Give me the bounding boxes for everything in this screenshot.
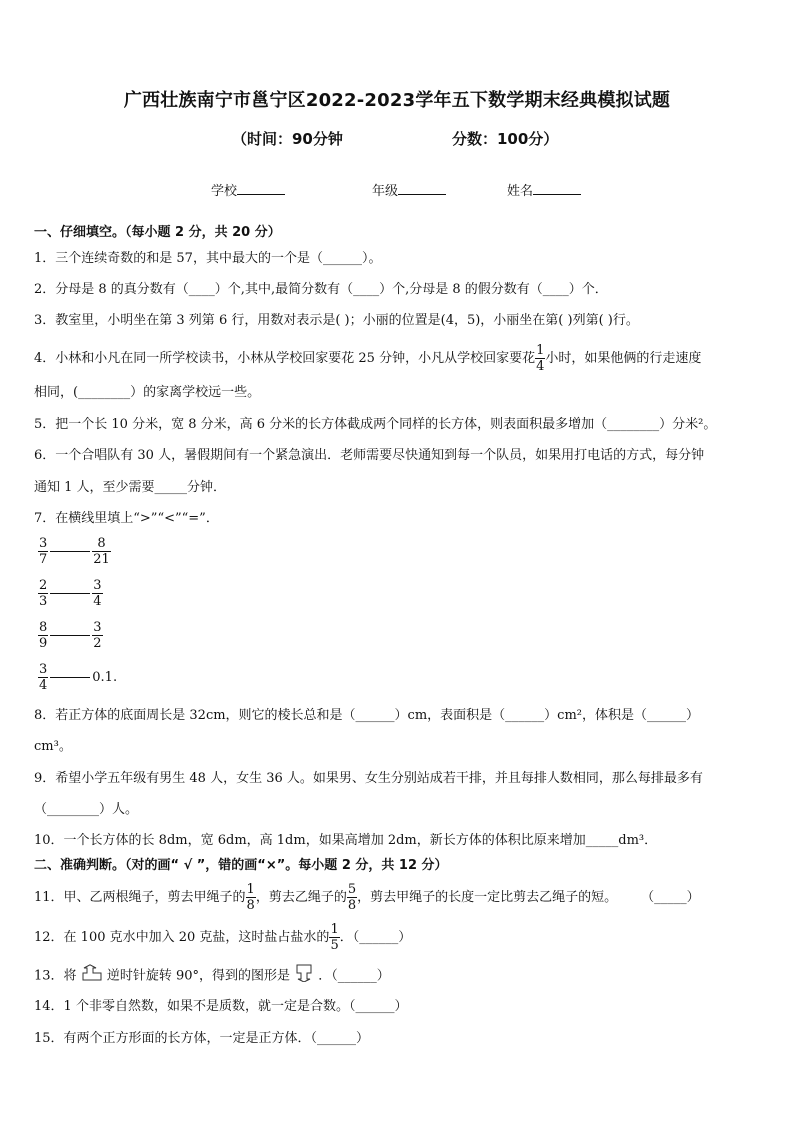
arrow-shape-original-icon [81,964,103,988]
decimal-value: 0.1. [92,670,118,685]
fraction-one-quarter: $\frac{1}{4}$ [536,343,545,374]
fraction-left: $\frac{2}{3}$ [39,578,48,609]
question-13-part3: ．（______） [318,968,390,984]
score-label: 分数：100分） [452,130,559,148]
question-11-part1: 11．甲、乙两根绳子，剪去甲绳子的 [34,890,246,905]
fraction-left: $\frac{3}{7}$ [39,536,48,567]
question-13 [34,964,390,988]
compare-row-4 [38,662,117,693]
question-8-line1: 8．若正方体的底面周长是 32cm，则它的棱长总和是（______）cm，表面积是（______）cm²，体积是（______） [34,708,699,723]
question-9-line2: （________）人。 [34,802,139,817]
fraction-five-eighths: $\frac{5}{8}$ [347,882,357,913]
question-6-line1: 6．一个合唱队有 30 人，暑假期间有一个紧急演出．老师需要尽快通知到每一个队员，如果用打电话的方式，每分钟 [34,448,705,463]
fraction-one-eighth: $\frac{1}{8}$ [246,882,255,913]
answer-blank[interactable] [50,593,90,594]
compare-row-3 [38,620,103,651]
school-blank[interactable] [237,182,285,195]
question-5: 5．把一个长 10 分米，宽 8 分米，高 6 分米的长方体截成两个同样的长方体，则表面积最多增加（________）分米²。 [34,417,717,432]
grade-field[interactable] [372,180,446,199]
school-label: 学校 [211,184,238,199]
question-10: 10．一个长方体的长 8dm，宽 6dm，高 1dm，如果高增加 2dm，新长方体的体积比原来增加_____dm³． [34,833,658,848]
question-4-line2: 相同，(________）的家离学校远一些。 [34,385,261,400]
compare-row-2 [38,578,103,609]
name-label: 姓名 [507,184,534,199]
question-12-part2: ．（______） [339,930,412,945]
fraction-right: $\frac{3}{2}$ [93,620,102,651]
question-12 [34,922,411,953]
grade-label: 年级 [372,184,399,199]
question-13-part1: 13．将 [34,968,77,984]
name-blank[interactable] [533,182,581,195]
question-7-stem: 7．在横线里填上“>”“<”“=”． [34,511,219,526]
question-4-part2: 小时，如果他俩的行走速度 [545,351,702,366]
question-15: 15．有两个正方形面的长方体，一定是正方体．（______） [34,1031,370,1046]
time-label: （时间：90分钟 [232,130,343,148]
question-11-part3: ，剪去甲绳子的长度一定比剪去乙绳子的短。 [357,890,618,905]
answer-blank[interactable] [50,551,90,552]
compare-row-1 [38,536,111,567]
grade-blank[interactable] [398,182,446,195]
question-13-part2: 逆时针旋转 90°，得到的图形是 [106,968,291,984]
question-14: 14．1 个非零自然数，如果不是质数，就一定是合数。（______） [34,999,408,1014]
question-8-line2: cm³。 [34,739,72,754]
fraction-right: $\frac{8}{21}$ [93,536,110,567]
question-9-line1: 9．希望小学五年级有男生 48 人，女生 36 人。如果男、女生分别站成若干排，并且每排人数相同，那么每排最多有 [34,771,703,786]
section-2-title: 二、准确判断。（对的画“ √ ”，错的画“×”。每小题 2 分，共 12 分） [34,858,448,873]
name-field[interactable] [507,180,581,199]
question-1: 1．三个连续奇数的和是 57，其中最大的一个是（______）。 [34,251,382,266]
question-4 [34,343,701,374]
arrow-shape-rotated-icon [294,964,314,988]
answer-blank[interactable] [50,635,90,636]
section-1-title: 一、仔细填空。（每小题 2 分，共 20 分） [34,225,281,240]
fraction-right: $\frac{3}{4}$ [93,578,102,609]
question-11-answer[interactable]: （_____） [641,890,700,905]
fraction-left: $\frac{3}{4}$ [39,662,48,693]
school-field[interactable] [211,180,285,199]
page-title: 广西壮族南宁市邕宁区2022-2023学年五下数学期末经典模拟试题 [123,90,671,111]
fraction-left: $\frac{8}{9}$ [39,620,48,651]
question-6-line2: 通知 1 人，至少需要_____分钟． [34,480,227,495]
fraction-one-fifth: $\frac{1}{5}$ [330,922,339,953]
question-3: 3．教室里，小明坐在第 3 列第 6 行，用数对表示是( )；小丽的位置是(4，5)，小丽坐在第( )列第( )行。 [34,313,639,328]
question-11-part2: ，剪去乙绳子的 [255,890,347,905]
question-12-part1: 12．在 100 克水中加入 20 克盐，这时盐占盐水的 [34,930,330,945]
question-4-part1: 4．小林和小凡在同一所学校读书，小林从学校回家要花 25 分钟，小凡从学校回家要花 [34,351,536,366]
question-2: 2．分母是 8 的真分数有（____）个,其中,最简分数有（____）个,分母是 8 的假分数有（____）个． [34,282,608,297]
question-11 [34,882,700,913]
answer-blank[interactable] [50,677,90,678]
